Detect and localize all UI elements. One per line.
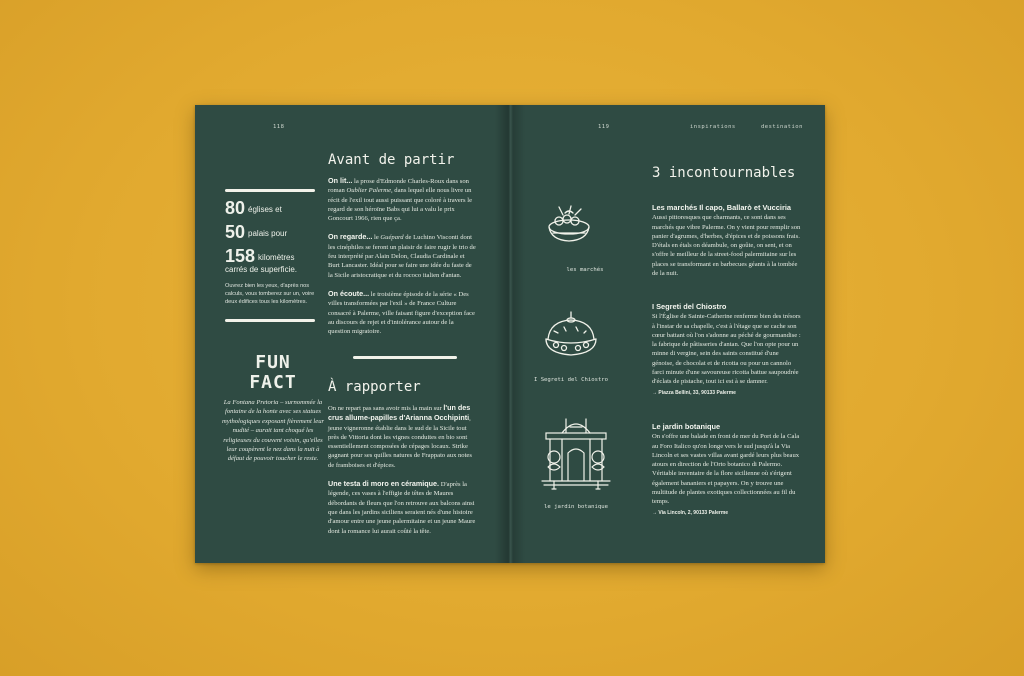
page-number-right: 119: [598, 124, 610, 130]
section-title-avant: Avant de partir: [328, 152, 455, 168]
divider: [225, 189, 315, 192]
fun-fact-text: La Fontana Pretoria – surnommée la fontaine de la honte avec ses statues mythologiques exposant fièrement leur nudité – aurait tant choqué les religieuses du couvent voisin, qu'elles leur coupèrent le nez dans la nuit à défaut de pouvoir toucher le reste.: [221, 399, 325, 463]
item-text: On s'offre une balade en front de mer du Port de la Cala au Foro Italico qu'on longe vers le sud jusqu'à la Via Lincoln et ses vastes villas avant gardé leurs plus beaux atours en direction de l'Orto botanico di Palermo. Véritable inventaire de la flore sicilienne où s'érigent également bananiers et papayers. On y trouve une multitude de plantes exotiques collectionnées au fil du temps.: [652, 433, 800, 506]
illustration-caption: le jardin botanique: [544, 504, 608, 510]
running-header-left: inspirations: [690, 124, 736, 130]
divider: [225, 319, 315, 322]
fun-fact-title: [225, 353, 321, 393]
item-text: Si l'Église de Sainte-Catherine renferme bien des trésors à l'instar de sa chapelle, c'est à l'étage que se cache son cœur battant où l'on s'adonne au péché de gourmandise : la fabrique de pâtisseries d'antan. Que l'on opte pour un minne di vergine, sein des saints constitué d'une génoise, de chocolat et de ricotta ou pour un cannolo farci minute d'une savoureuse ricotta battue saupoudrée d'éclats de pistache, tout ici est à se damner.: [652, 313, 801, 386]
paragraph-text: , jeune vigneronne établie dans le sud de la Sicile tout près de Vittoria dont les vignes conduites en bio sont essentiellement composées de cépages locaux. Strike gagnant pour ses quilles natures de Frappato aux notes de framboises et d'épices.: [328, 415, 472, 469]
paragraph: [328, 289, 476, 336]
fun-fact-title-line: FACT: [249, 372, 297, 393]
paragraph-text: , dans lequel elle nous livre un récit de l'exil tout aussi puissant que coloré à travers le regard de son héroïne Babs qui lui a valu le prix Goncourt 1966, rien que ça.: [328, 187, 473, 223]
item-address: → Via Lincoln, 2, 90133 Palerme: [652, 509, 729, 516]
item-text: Aussi pittoresques que charmants, ce sont dans ses marchés que vibre Palerme. On y vient pour remplir son panier d'agrumes, d'herbes, d'épices et de poissons frais. D'étals en étals on déambule, on goûte, on sent, et on s'offre le meilleur de la street-food palermitaine sur les places se transformant en barbecues géants à la tombée de la nuit.: [652, 214, 801, 278]
pastry-illustration: [540, 309, 602, 361]
stat-number: 50: [225, 222, 246, 242]
illustration-caption: I Segreti del Chiostro: [533, 377, 609, 383]
paragraph-text: D'après la légende, ces vases à l'effigie de têtes de Maures débordants de fleurs que l'on retrouve aux balcons ainsi que dans les jardins siciliens seraient nés d'une histoire d'amour entre une jeune palermitaine et un jeune Maure dont la romance lui aurait coûté la tête.: [328, 481, 476, 535]
market-basket-illustration: [545, 205, 593, 245]
paragraph-emphasis: Oublier Palerme: [346, 187, 391, 195]
paragraph-lead: l'un des crus allume-papilles d'Arianna Occhipinti: [328, 403, 471, 423]
section-rapporter-body: [328, 403, 476, 545]
paragraph-text: la prose d'Edmonde Charles-Roux dans son roman: [328, 178, 469, 195]
section-avant-body: [328, 176, 476, 345]
stat-tail: carrés de superficie.: [225, 265, 298, 274]
stat-number: 158: [225, 246, 256, 266]
left-page: [195, 105, 509, 563]
item-title: Le jardin botanique: [652, 422, 721, 431]
item-title: Les marchés Il capo, Ballarò et Vucciria: [652, 203, 791, 212]
stat-line: [225, 221, 315, 245]
running-header-right: destination: [761, 124, 803, 130]
stat-text: églises et: [248, 205, 282, 214]
paragraph-text: de Luchino Visconti dont les cinéphiles se feront un plaisir de faire rugir le trio de feu interprété par Alain Delon, Claudia Cardinale et Burt Lancaster. Idéal pour se faire une idée du faste de la Sicile aristocratique et du rococo italien d'antan.: [328, 234, 476, 279]
item-chiostro: [652, 302, 802, 398]
illustration-caption: les marchés: [566, 267, 604, 273]
paragraph-lead: Une testa di moro en céramique.: [328, 479, 440, 489]
paragraph-lead: On regarde...: [328, 232, 373, 242]
page-title: 3 incontournables: [652, 165, 796, 181]
magazine-spread: [195, 105, 825, 563]
stats-note: Ouvrez bien les yeux, d'après nos calculs, vous tomberez sur un, voire deux édifices tous les kilomètres.: [225, 283, 315, 305]
paragraph: [328, 232, 476, 279]
item-title: I Segreti del Chiostro: [652, 302, 727, 311]
page-number-left: 118: [273, 124, 285, 130]
paragraph-lead: On écoute...: [328, 288, 370, 298]
paragraph-lead: On lit...: [328, 176, 353, 185]
item-jardin: [652, 422, 802, 518]
botanical-garden-illustration: [540, 411, 612, 493]
paragraph-text: le troisième épisode de la série « Des villes transformées par l'exil » de France Culture consacré à Palerme, ville faisant figure d'exception face au discours de rejet et d'intolérance autour de la question migratoire.: [328, 290, 475, 336]
item-address: → Piazza Bellini, 33, 90133 Palerme: [652, 389, 736, 396]
paragraph: [328, 403, 476, 470]
paragraph-emphasis: Guépard: [380, 234, 404, 242]
paragraph-text: On ne repart pas sans avoir mis la main sur: [328, 405, 444, 412]
item-marches: [652, 203, 802, 278]
paragraph: [328, 176, 476, 223]
stat-number: 80: [225, 198, 246, 218]
stat-text: kilomètres: [258, 253, 295, 262]
paragraph-text: le: [372, 234, 381, 242]
stat-line: [225, 197, 315, 221]
fun-fact-title-line: FUN: [255, 352, 291, 373]
section-title-rapporter: À rapporter: [328, 379, 421, 395]
stat-text: palais pour: [248, 229, 288, 238]
paragraph: [328, 479, 476, 536]
divider: [353, 356, 457, 359]
stats-block: [225, 197, 315, 274]
